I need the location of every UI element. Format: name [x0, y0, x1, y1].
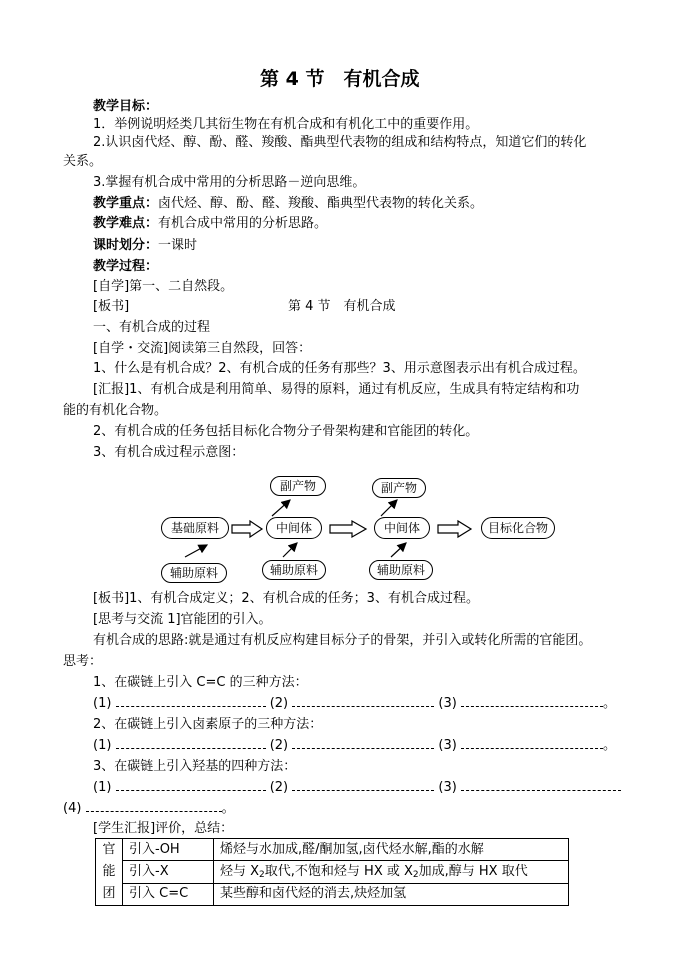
- question-1: 1、在碳链上引入 C=C 的三种方法：: [93, 675, 308, 690]
- box-byproduct-1: 副产物: [270, 476, 326, 496]
- objective-3: 3.掌握有机合成中常用的分析思路－逆向思维。: [93, 175, 366, 190]
- board-2: [板书]1、有机合成定义；2、有机合成的任务；3、有机合成过程。: [93, 591, 479, 606]
- hours-heading: 课时划分：: [93, 238, 159, 253]
- box-intermediate-1: 中间体: [266, 517, 322, 539]
- think-label: 思考：: [63, 654, 103, 669]
- difficulty-heading: 教学难点：: [93, 216, 159, 231]
- blank-label-2: (2): [269, 696, 289, 711]
- report-2: 2、有机合成的任务包括目标化合物分子骨架构建和官能团的转化。: [93, 424, 479, 439]
- intro-x: 引入-X: [123, 861, 214, 883]
- question-3: 3、在碳链上引入羟基的四种方法：: [93, 759, 297, 774]
- blank-label-2: (2): [269, 738, 289, 753]
- blank-1[interactable]: [116, 779, 266, 791]
- box-basic-material: 基础原料: [161, 517, 229, 539]
- report-1a: [汇报]1、有机合成是利用简单、易得的原料，通过有机反应，生成具有特定结构和功: [93, 382, 580, 397]
- blank-4[interactable]: [86, 800, 222, 812]
- double-arrow-2: [330, 521, 366, 537]
- box-target-compound: 目标化合物: [481, 517, 555, 539]
- end-mark: 。: [602, 738, 616, 753]
- double-arrow-1: [232, 521, 262, 537]
- questions: 1、什么是有机合成？2、有机合成的任务有那些？3、用示意图表示出有机合成过程。: [93, 361, 586, 376]
- blank-label-1: (1): [93, 780, 112, 795]
- blank-3[interactable]: [461, 779, 621, 791]
- box-auxiliary-2: 辅助原料: [262, 560, 326, 580]
- self-study: [自学]第一、二自然段。: [93, 279, 234, 294]
- question-3-blanks: [93, 779, 621, 797]
- double-arrow-3: [438, 521, 471, 537]
- blank-label-3: (3): [438, 696, 457, 711]
- question-2-blanks: [93, 737, 616, 755]
- vertical-char: 官: [102, 842, 116, 857]
- blank-2[interactable]: [292, 695, 434, 707]
- summary-label: [学生汇报]评价，总结：: [93, 821, 234, 836]
- box-byproduct-2: 副产物: [372, 478, 426, 498]
- intro-cc-methods: 某些醇和卤代烃的消去,炔烃加氢: [214, 883, 569, 905]
- box-auxiliary-3: 辅助原料: [369, 560, 433, 580]
- blank-2[interactable]: [292, 737, 434, 749]
- blank-label-2: (2): [269, 780, 289, 795]
- box-intermediate-2: 中间体: [374, 517, 430, 539]
- hours-text: 一课时: [158, 238, 198, 253]
- arrow-aux1-to-basic: [185, 545, 207, 557]
- question-3-blank-4: [63, 800, 235, 818]
- end-mark: 。: [602, 696, 616, 711]
- objective-1: 1．举例说明烃类几其衍生物在有机合成和有机化工中的重要作用。: [93, 117, 479, 132]
- arrow-inter1-to-byproduct1: [272, 500, 290, 516]
- difficulty-text: 有机合成中常用的分析思路。: [158, 216, 328, 231]
- report-3: 3、有机合成过程示意图：: [93, 445, 245, 460]
- table-row: [96, 861, 569, 883]
- blank-2[interactable]: [292, 779, 434, 791]
- box-auxiliary-1: 辅助原料: [161, 563, 227, 583]
- intro-oh-methods: 烯烃与水加成,醛/酮加氢,卤代烃水解,酯的水解: [214, 839, 569, 861]
- exchange: [自学・交流]阅读第三自然段，回答：: [93, 341, 312, 356]
- objective-2b: 关系。: [63, 154, 103, 169]
- blank-label-1: (1): [93, 696, 112, 711]
- key-points-heading: 教学重点：: [93, 196, 159, 211]
- key-points-text: 卤代烃、醇、酚、醛、羧酸、酯典型代表物的转化关系。: [158, 196, 484, 211]
- think-1: [思考与交流 1]官能团的引入。: [93, 612, 272, 627]
- question-1-blanks: [93, 695, 616, 713]
- page-title: 第 4 节 有机合成: [260, 68, 420, 90]
- intro-oh: 引入-OH: [123, 839, 214, 861]
- blank-label-3: (3): [438, 738, 457, 753]
- arrow-aux3-to-inter2: [391, 543, 406, 557]
- vertical-char: 团: [102, 886, 116, 901]
- process-heading: 教学过程：: [93, 259, 159, 274]
- end-mark: 。: [221, 801, 235, 816]
- table-row: [96, 883, 569, 905]
- blank-label-3: (3): [438, 780, 457, 795]
- board-title: 第 4 节 有机合成: [288, 299, 396, 314]
- vertical-char: 能: [102, 864, 116, 879]
- table-row: [96, 839, 569, 861]
- blank-1[interactable]: [116, 695, 266, 707]
- blank-label-4: (4): [63, 801, 82, 816]
- board-label: [板书]: [93, 299, 130, 314]
- blank-1[interactable]: [116, 737, 266, 749]
- summary-table: [95, 838, 569, 906]
- functional-group-label: [96, 839, 123, 906]
- section-1-heading: 一、有机合成的过程: [93, 320, 211, 335]
- intro-cc: 引入 C=C: [123, 883, 214, 905]
- synthesis-idea: 有机合成的思路:就是通过有机反应构建目标分子的骨架，并引入或转化所需的官能团。: [93, 633, 592, 648]
- blank-3[interactable]: [461, 737, 603, 749]
- arrow-aux2-to-inter1: [283, 543, 297, 557]
- report-1b: 能的有机化合物。: [63, 403, 168, 418]
- objective-2a: 2.认识卤代烃、醇、酚、醛、羧酸、酯典型代表物的组成和结构特点，知道它们的转化: [93, 135, 587, 150]
- objectives-heading: 教学目标：: [93, 99, 159, 114]
- blank-label-1: (1): [93, 738, 112, 753]
- arrow-inter2-to-byproduct2: [381, 500, 397, 516]
- blank-3[interactable]: [461, 695, 603, 707]
- question-2: 2、在碳链上引入卤素原子的三种方法：: [93, 717, 323, 732]
- intro-x-methods: 烃与 $X_2$取代,不饱和烃与 HX 或 $X_2$加成,醇与 HX 取代: [214, 861, 569, 883]
